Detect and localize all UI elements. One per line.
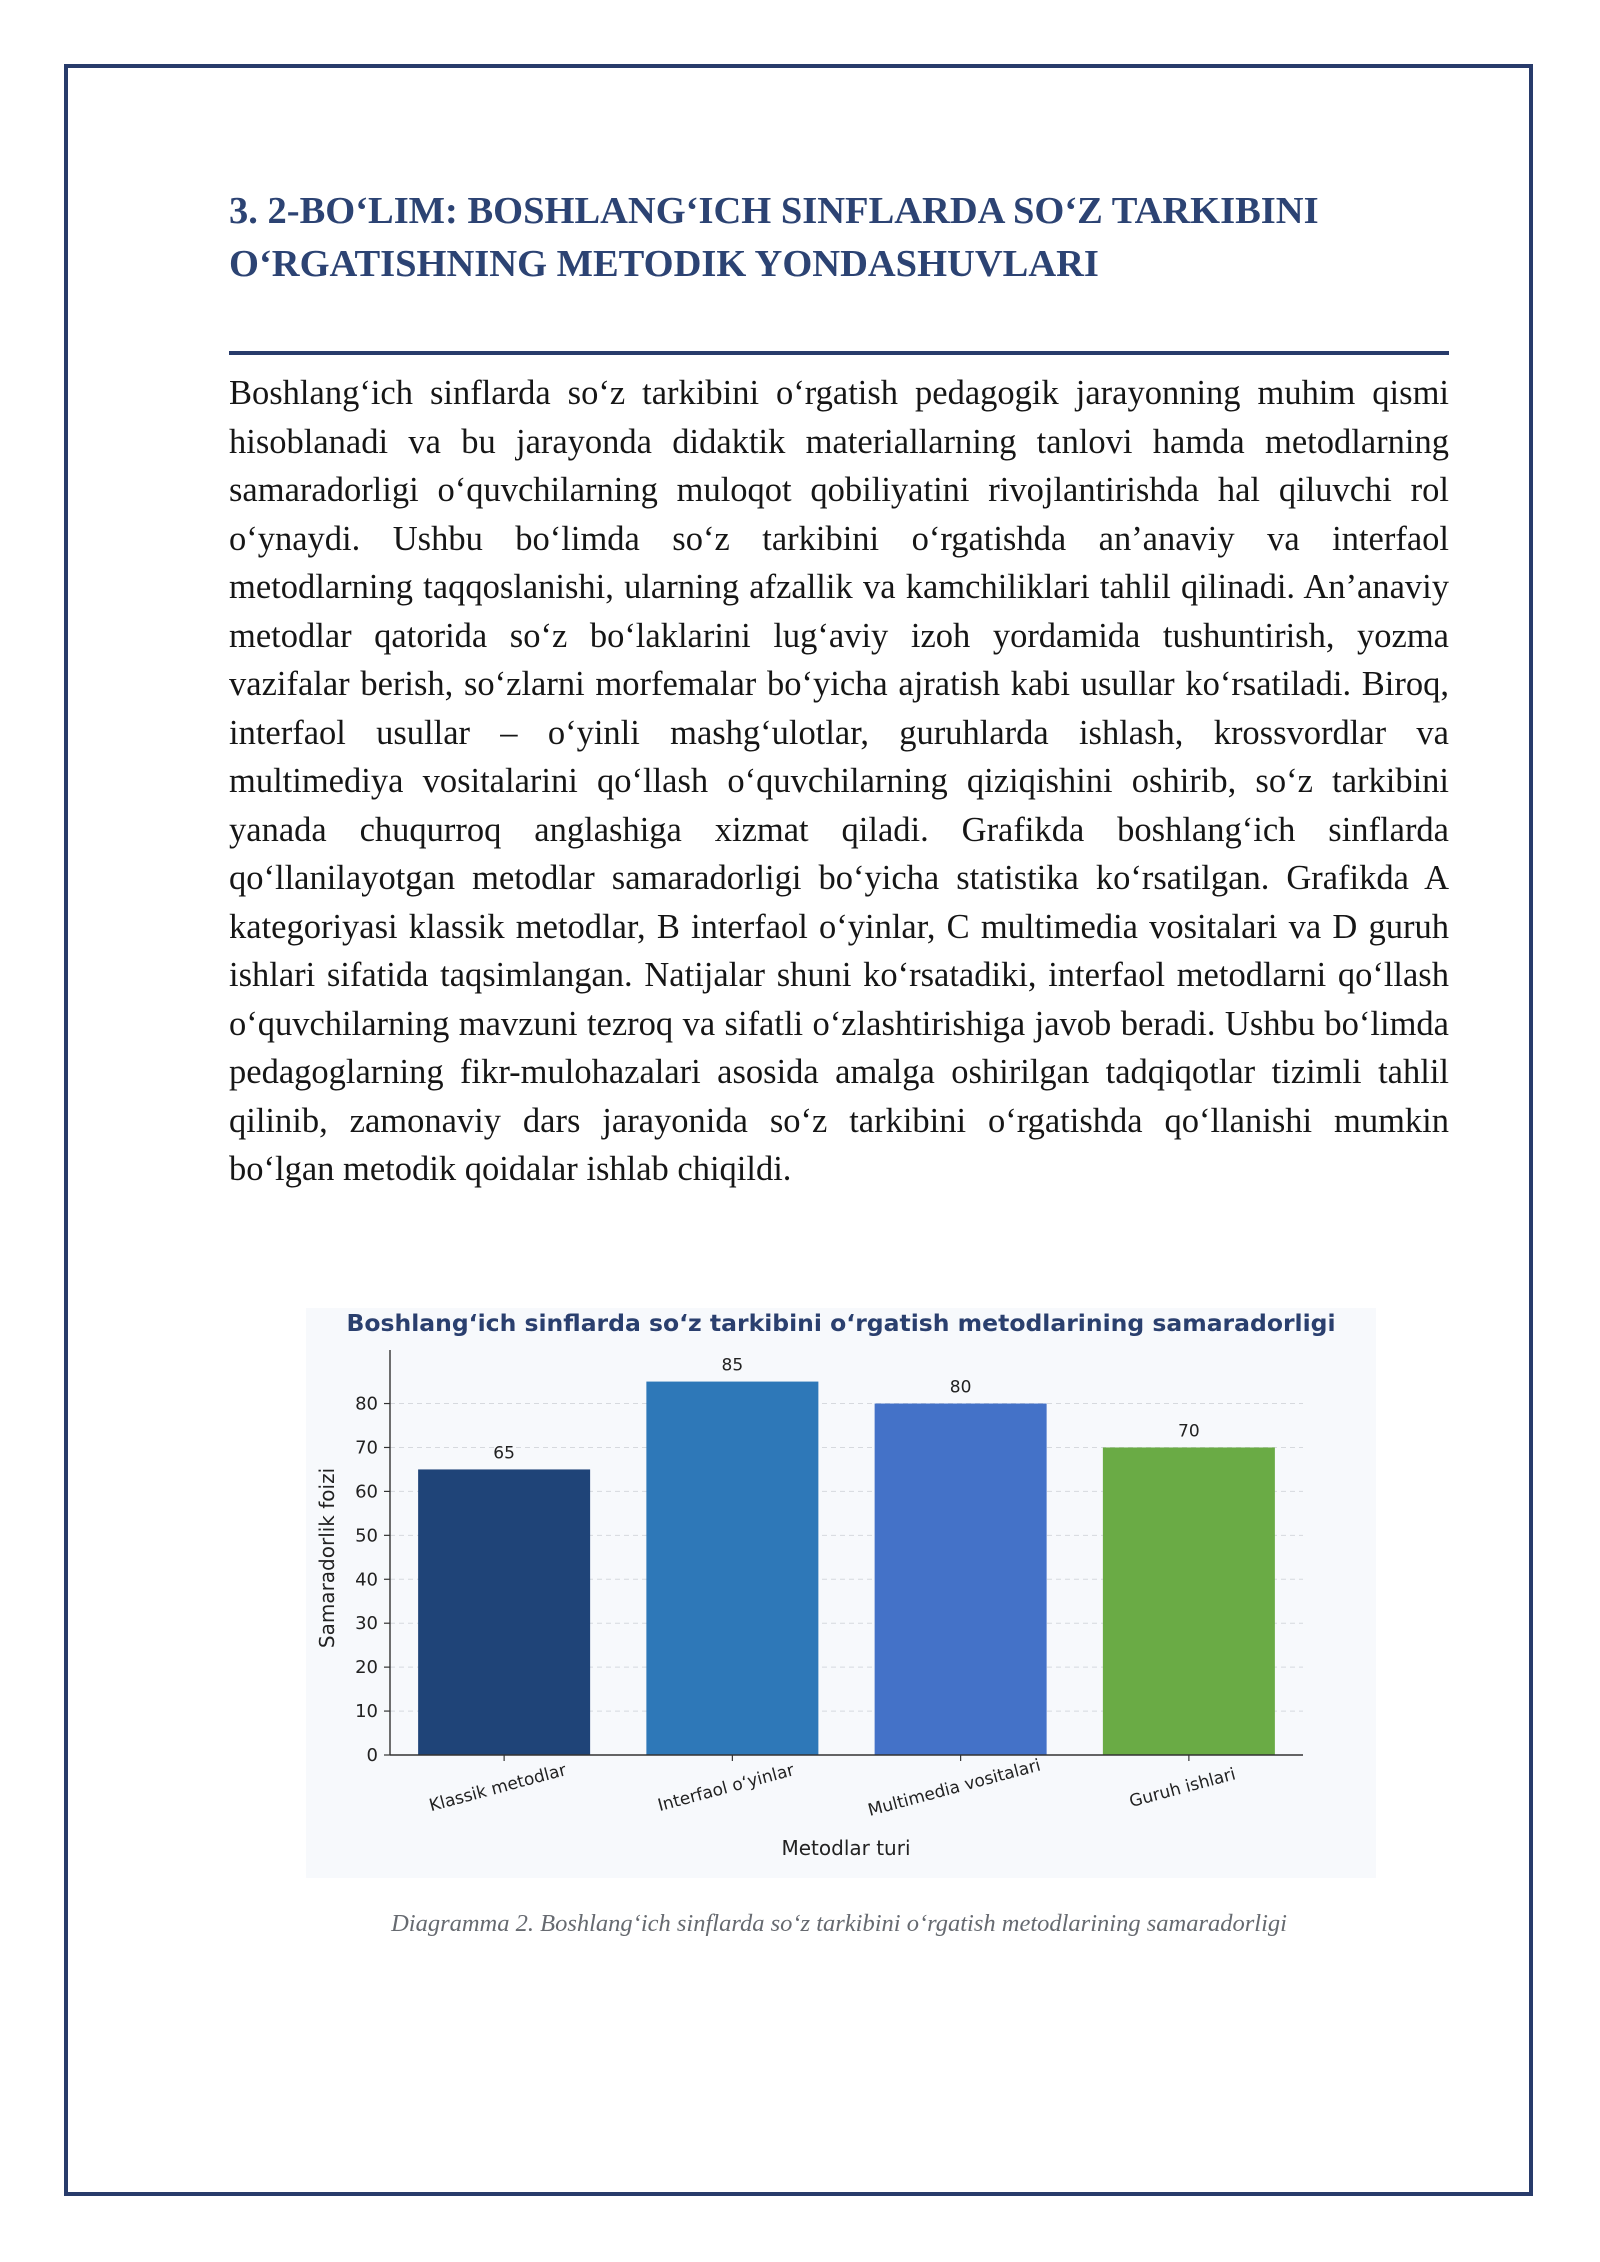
y-tick-label: 70 xyxy=(355,1437,378,1459)
x-tick-label: Klassik metodlar xyxy=(427,1760,569,1817)
y-tick-label: 50 xyxy=(355,1525,378,1547)
data-label: 85 xyxy=(721,1355,744,1376)
x-tick-label: Guruh ishlari xyxy=(1127,1764,1238,1812)
y-tick-label: 30 xyxy=(355,1613,378,1635)
body-paragraph: Boshlang‘ich sinflarda so‘z tarkibini o‘rgatish pedagogik jarayonning muhim qismi hisoblanadi va bu jarayonda didaktik materiallarning tanlovi hamda metodlarning samaradorligi o‘quvchilarning muloqot qobiliyatini rivojlantirishda hal qiluvchi rol o‘ynaydi. Ushbu bo‘limda so‘z tarkibini o‘rgatishda an’anaviy va interfaol metodlarning taqqoslanishi, ularning afzallik va kamchiliklari tahlil qilinadi. An’anaviy metodlar qatorida so‘z bo‘laklarini lug‘aviy izoh yordamida tushuntirish, yozma vazifalar berish, so‘zlarni morfemalar bo‘yicha ajratish kabi usullar ko‘rsatiladi. Biroq, interfaol usullar – o‘yinli mashg‘ulotlar, guruhlarda ishlash, krossvordlar va multimediya vositalarini qo‘llash o‘quvchilarning qiziqishini oshirib, so‘z tarkibini yanada chuqurroq anglashiga xizmat qiladi. Grafikda boshlang‘ich sinflarda qo‘llanilayotgan metodlar samaradorligi bo‘yicha statistika ko‘rsatilgan. Grafikda A kategoriyasi klassik metodlar, B interfaol o‘yinlar, C multimedia vositalari va D guruh ishlari sifatida taqsimlangan. Natijalar shuni ko‘rsatadiki, interfaol metodlarni qo‘llash o‘quvchilarning mavzuni tezroq va sifatli o‘zlashtirishiga javob beradi. Ushbu bo‘limda pedagoglarning fikr-mulohazalari asosida amalga oshirilgan tadqiqotlar tizimli tahlil qilinib, zamonaviy dars jarayonida so‘z tarkibini o‘rgatishda qo‘llanishi mumkin bo‘lgan metodik qoidalar ishlab chiqildi. xyxy=(229,374,1449,1188)
figure-caption: Diagramma 2. Boshlang‘ich sinflarda so‘z tarkibini o‘rgatish metodlarining samaradorligi xyxy=(391,1910,1287,1937)
bar xyxy=(1103,1447,1275,1755)
y-tick-label: 20 xyxy=(355,1657,378,1679)
data-label: 80 xyxy=(949,1377,972,1398)
y-tick-label: 80 xyxy=(355,1393,378,1415)
x-tick-label: Multimedia vositalari xyxy=(865,1755,1043,1821)
x-axis-label: Metodlar turi xyxy=(781,1836,911,1860)
y-tick-label: 60 xyxy=(355,1481,378,1503)
data-label: 65 xyxy=(493,1443,515,1464)
y-tick-label: 10 xyxy=(355,1701,378,1723)
bar-chart xyxy=(306,1308,1376,1878)
x-tick-label: Interfaol o‘yinlar xyxy=(655,1760,797,1816)
bar xyxy=(875,1404,1047,1755)
bar xyxy=(418,1469,590,1755)
y-tick-label: 40 xyxy=(355,1569,378,1591)
chart-title: Boshlang‘ich sinflarda so‘z tarkibini o‘rgatish metodlarining samaradorligi xyxy=(346,1309,1336,1337)
y-axis-label: Samaradorlik foizi xyxy=(315,1467,339,1649)
bar xyxy=(646,1382,818,1755)
chart-canvas xyxy=(306,1308,1376,1878)
heading-divider xyxy=(229,351,1449,355)
data-label: 70 xyxy=(1178,1421,1200,1442)
y-tick-label: 0 xyxy=(366,1745,378,1766)
section-heading: 3. 2-BO‘LIM: BOSHLANG‘ICH SINFLARDA SO‘Z TARKIBINI O‘RGATISHNING METODIK YONDASHUVLARI xyxy=(229,190,1319,285)
